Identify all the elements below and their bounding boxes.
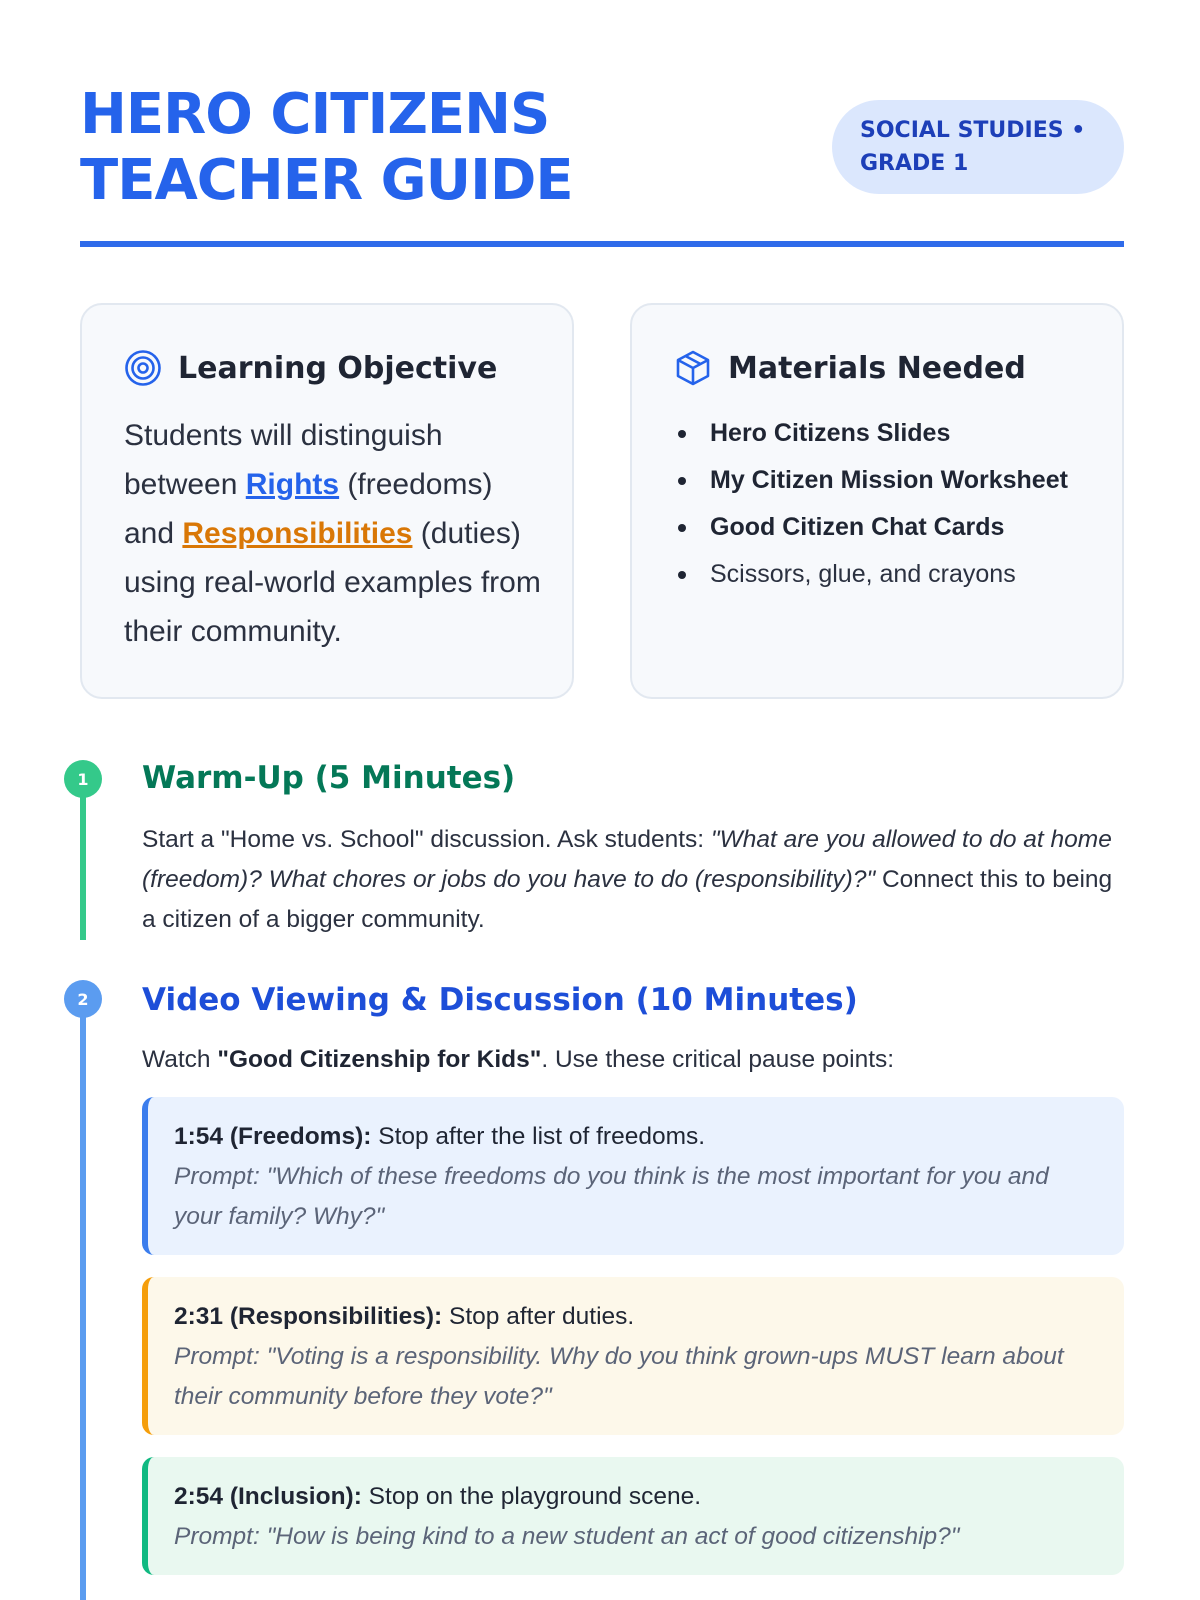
page-title bbox=[80, 82, 573, 214]
list-item: Scissors, glue, and crayons bbox=[674, 554, 1094, 594]
materials-header bbox=[674, 349, 1026, 387]
badge-grade: GRADE 1 bbox=[860, 151, 969, 176]
learning-objective-card bbox=[80, 303, 574, 699]
pause-prompt: Prompt: "How is being kind to a new student an act of good citizenship?" bbox=[174, 1523, 960, 1550]
learning-objective-header bbox=[124, 349, 497, 387]
rights-term: Rights bbox=[245, 468, 340, 501]
pause-point-inclusion bbox=[142, 1457, 1124, 1575]
timeline-line-step-2 bbox=[80, 1000, 86, 1600]
title-line-2: TEACHER GUIDE bbox=[80, 148, 573, 213]
learning-objective-title: Learning Objective bbox=[178, 350, 498, 386]
subject-grade-badge bbox=[832, 100, 1124, 194]
pause-point-responsibilities bbox=[142, 1277, 1124, 1435]
step-2-marker: 2 bbox=[64, 980, 102, 1018]
step-1-title: Warm-Up (5 Minutes) bbox=[142, 760, 516, 796]
target-icon bbox=[124, 349, 162, 387]
learning-objective-text: Students will distinguish between Rights (freedoms) and Responsibilities (duties) using real-world examples from their community. bbox=[124, 419, 541, 648]
pause-label: 1:54 (Freedoms): bbox=[174, 1123, 372, 1150]
badge-subject: SOCIAL STUDIES • bbox=[860, 118, 1086, 143]
pause-prompt: Prompt: "Voting is a responsibility. Why do you think grown-ups MUST learn about their community before they vote?" bbox=[174, 1343, 1064, 1410]
pause-text: Stop after the list of freedoms. bbox=[371, 1123, 706, 1150]
list-item: Good Citizen Chat Cards bbox=[674, 507, 1094, 547]
timeline-line-step-1 bbox=[80, 778, 86, 940]
materials-card bbox=[630, 303, 1124, 699]
step-1-question: "What are you allowed to do at home (freedom)? What chores or jobs do you have to do (responsibility)?" bbox=[142, 826, 1112, 893]
pause-text: Stop on the playground scene. bbox=[361, 1483, 702, 1510]
title-line-1: HERO CITIZENS bbox=[80, 82, 550, 147]
list-item: Hero Citizens Slides bbox=[674, 413, 1094, 453]
step-1-text: Start a "Home vs. School" discussion. Ask students: "What are you allowed to do at home (freedom)? What chores or jobs do you have to do (responsibility)?" Connect this to being a citizen of a bigger community. bbox=[142, 826, 1113, 933]
pause-text: Stop after duties. bbox=[442, 1303, 635, 1330]
step-1-marker: 1 bbox=[64, 760, 102, 798]
responsibilities-term: Responsibilities bbox=[182, 517, 413, 550]
video-title: "Good Citizenship for Kids" bbox=[217, 1046, 542, 1073]
materials-title: Materials Needed bbox=[728, 350, 1026, 386]
header-divider bbox=[80, 241, 1124, 247]
pause-label: 2:54 (Inclusion): bbox=[174, 1483, 362, 1510]
step-2-text: Watch "Good Citizenship for Kids". Use these critical pause points: bbox=[142, 1046, 895, 1073]
box-icon bbox=[674, 349, 712, 387]
pause-prompt: Prompt: "Which of these freedoms do you think is the most important for you and your family? Why?" bbox=[174, 1163, 1049, 1230]
step-2-title: Video Viewing & Discussion (10 Minutes) bbox=[142, 982, 858, 1018]
list-item: My Citizen Mission Worksheet bbox=[674, 460, 1094, 500]
pause-label: 2:31 (Responsibilities): bbox=[174, 1303, 443, 1330]
pause-point-freedoms bbox=[142, 1097, 1124, 1255]
materials-list bbox=[674, 413, 1094, 601]
